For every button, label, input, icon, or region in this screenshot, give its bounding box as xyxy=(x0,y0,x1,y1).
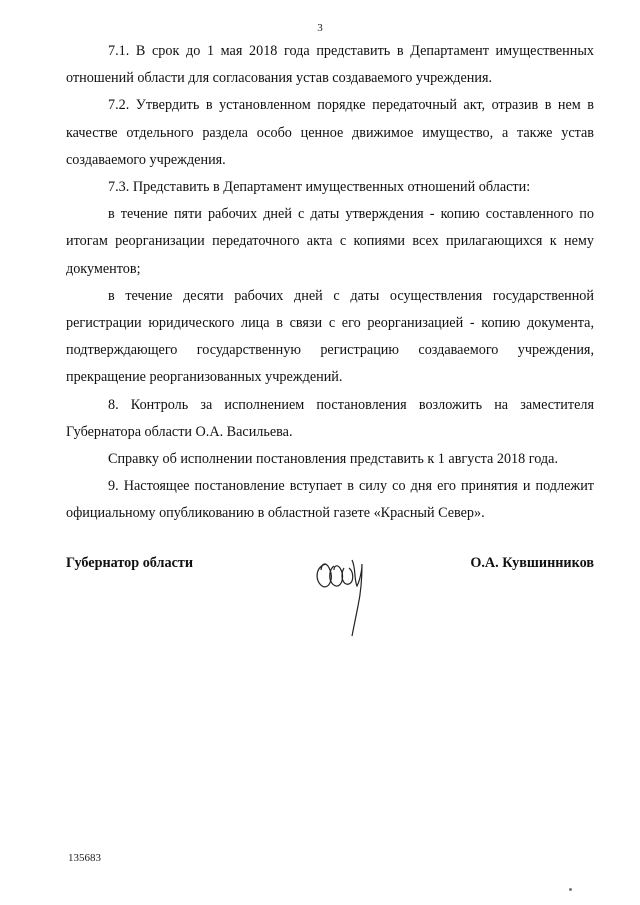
paragraph-7-3-item-2: в течение десяти рабочих дней с даты осуществления государственной регистрации юридического лица в связи с его реорганизацией - копию документа, подтверждающего государственную регистрацию создаваемого учреждения, прекращение реорганизованных учреждений. xyxy=(66,287,594,386)
paragraph-8: 8. Контроль за исполнением постановления возложить на заместителя Губернатора области О.А. Васильева. xyxy=(66,396,594,440)
document-body xyxy=(66,38,594,528)
paragraph-7-3-item-1: в течение пяти рабочих дней с даты утверждения - копию составленного по итогам реорганизации передаточного акта с копиями всех прилагающихся к нему документов; xyxy=(66,206,594,277)
paragraph-report: Справку об исполнении постановления представить к 1 августа 2018 года. xyxy=(108,451,558,468)
page-number: 3 xyxy=(317,22,323,34)
paragraph-7-2: 7.2. Утвердить в установленном порядке передаточный акт, отразив в нем в качестве отдельного раздела особо ценное движимое имущество, а также устав создаваемого учреждения. xyxy=(66,97,594,168)
handwritten-signature xyxy=(312,540,382,640)
paragraph-7-1: 7.1. В срок до 1 мая 2018 года представить в Департамент имущественных отношений области для согласования устав создаваемого учреждения. xyxy=(66,43,594,87)
signer-title: Губернатор области xyxy=(66,555,194,571)
document-code: 135683 xyxy=(68,852,101,864)
scan-dot xyxy=(569,888,572,891)
paragraph-9: 9. Настоящее постановление вступает в силу со дня его принятия и подлежит официальному опубликованию в областной газете «Красный Север». xyxy=(66,478,594,522)
signer-name: О.А. Кувшинников xyxy=(470,555,594,571)
paragraph-7-3: 7.3. Представить в Департамент имущественных отношений области: xyxy=(108,179,531,196)
